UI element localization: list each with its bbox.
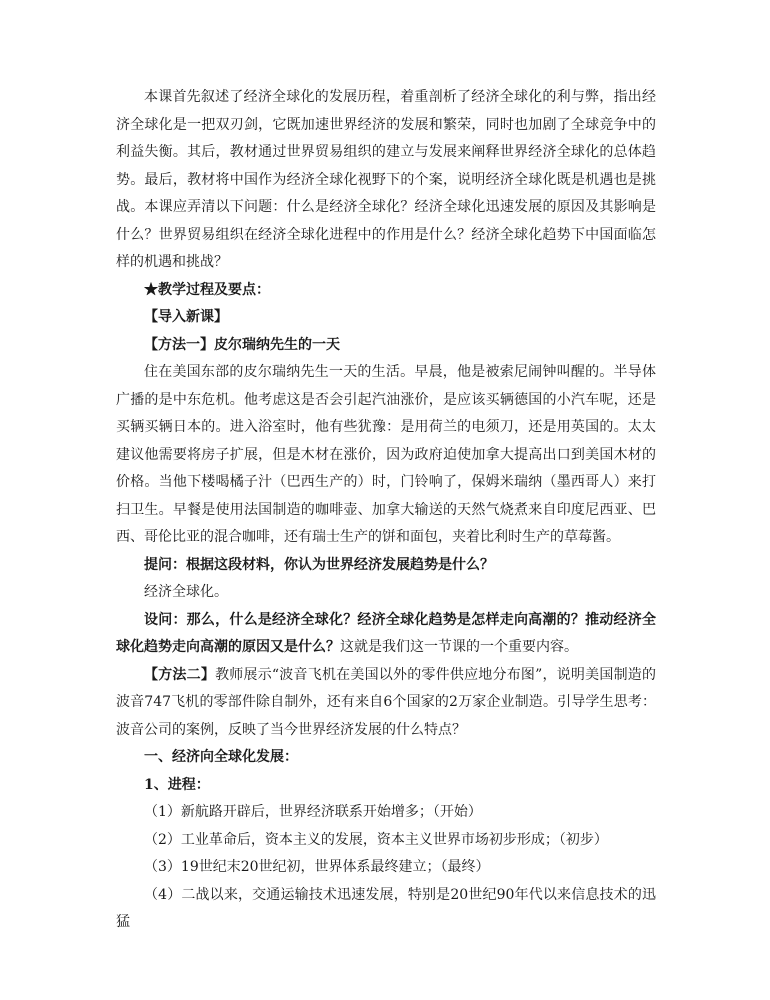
document-body — [116, 84, 656, 937]
lesson-intro-heading: 【导入新课】 — [144, 309, 228, 325]
answer-one: 经济全球化。 — [144, 584, 228, 600]
section-one-heading: 一、经济向全球化发展： — [144, 749, 298, 765]
list-item: （1）新航路开辟后，世界经济联系开始增多；（开始） — [144, 804, 482, 820]
method-two-text: 教师展示“波音飞机在美国以外的零件供应地分布图”，说明美国制造的波音747飞机的零部件除自制外，还有来自6个国家的2万家企业制造。引导学生思考：波音公司的案例，反映了当今世界经济发展的什么特点？ — [116, 666, 656, 738]
story-paragraph: 住在美国东部的皮尔瑞纳先生一天的生活。早晨，他是被索尼闹钟叫醒的。半导体广播的是中东危机。他考虑这是否会引起汽油涨价，是应该买辆德国的小汽车呢，还是买辆买辆日本的。进入浴室时，他有些犹豫：是用荷兰的电须刀，还是用英国的。太太建议他需要将房子扩展，但是木材在涨价，因为政府迫使加拿大提高出口到美国木材的价格。当他下楼喝橘子汁（巴西生产的）时，门铃响了，保姆米瑞纳（墨西哥人）来打扫卫生。早餐是使用法国制造的咖啡壶、加拿大输送的天然气烧煮来自印度尼西亚、巴西、哥伦比亚的混合咖啡，还有瑞士生产的饼和面包，夹着比利时生产的草莓酱。 — [116, 364, 656, 545]
question-two — [116, 607, 656, 662]
intro-paragraph: 本课首先叙述了经济全球化的发展历程，着重剖析了经济全球化的利与弊，指出经济全球化是一把双刃剑，它既加速世界经济的发展和繁荣，同时也加剧了全球竞争中的利益失衡。其后，教材通过世界贸易组织的建立与发展来阐释世界经济全球化的总体趋势。最后，教材将中国作为经济全球化视野下的个案，说明经济全球化既是机遇也是挑战。本课应弄清以下问题：什么是经济全球化？经济全球化迅速发展的原因及其影响是什么？世界贸易组织在经济全球化进程中的作用是什么？经济全球化趋势下中国面临怎样的机遇和挑战？ — [116, 89, 656, 270]
list-item: （2）工业革命后，资本主义的发展，资本主义世界市场初步形成；（初步） — [144, 831, 608, 848]
method-two-paragraph — [116, 662, 656, 745]
question-two-bold: 设问：那么，什么是经济全球化？经济全球化趋势是怎样走向高潮的？推动经济全球化趋势走向高潮的原因又是什么？ — [116, 611, 656, 655]
method-one-heading: 【方法一】皮尔瑞纳先生的一天 — [144, 336, 340, 353]
teaching-process-heading: ★教学过程及要点： — [144, 281, 270, 298]
question-one: 提问：根据这段材料，你认为世界经济发展趋势是什么？ — [144, 556, 494, 573]
subsection-process-heading: 1、进程： — [144, 776, 210, 793]
list-item: （4）二战以来，交通运输技术迅速发展，特别是20世纪90年代以来信息技术的迅猛 — [116, 886, 656, 930]
list-item: （3）19世纪末20世纪初，世界体系最终建立；（最终） — [144, 859, 490, 875]
question-two-rest: 这就是我们这一节课的一个重要内容。 — [340, 639, 578, 655]
method-two-label: 【方法二】 — [144, 666, 216, 683]
